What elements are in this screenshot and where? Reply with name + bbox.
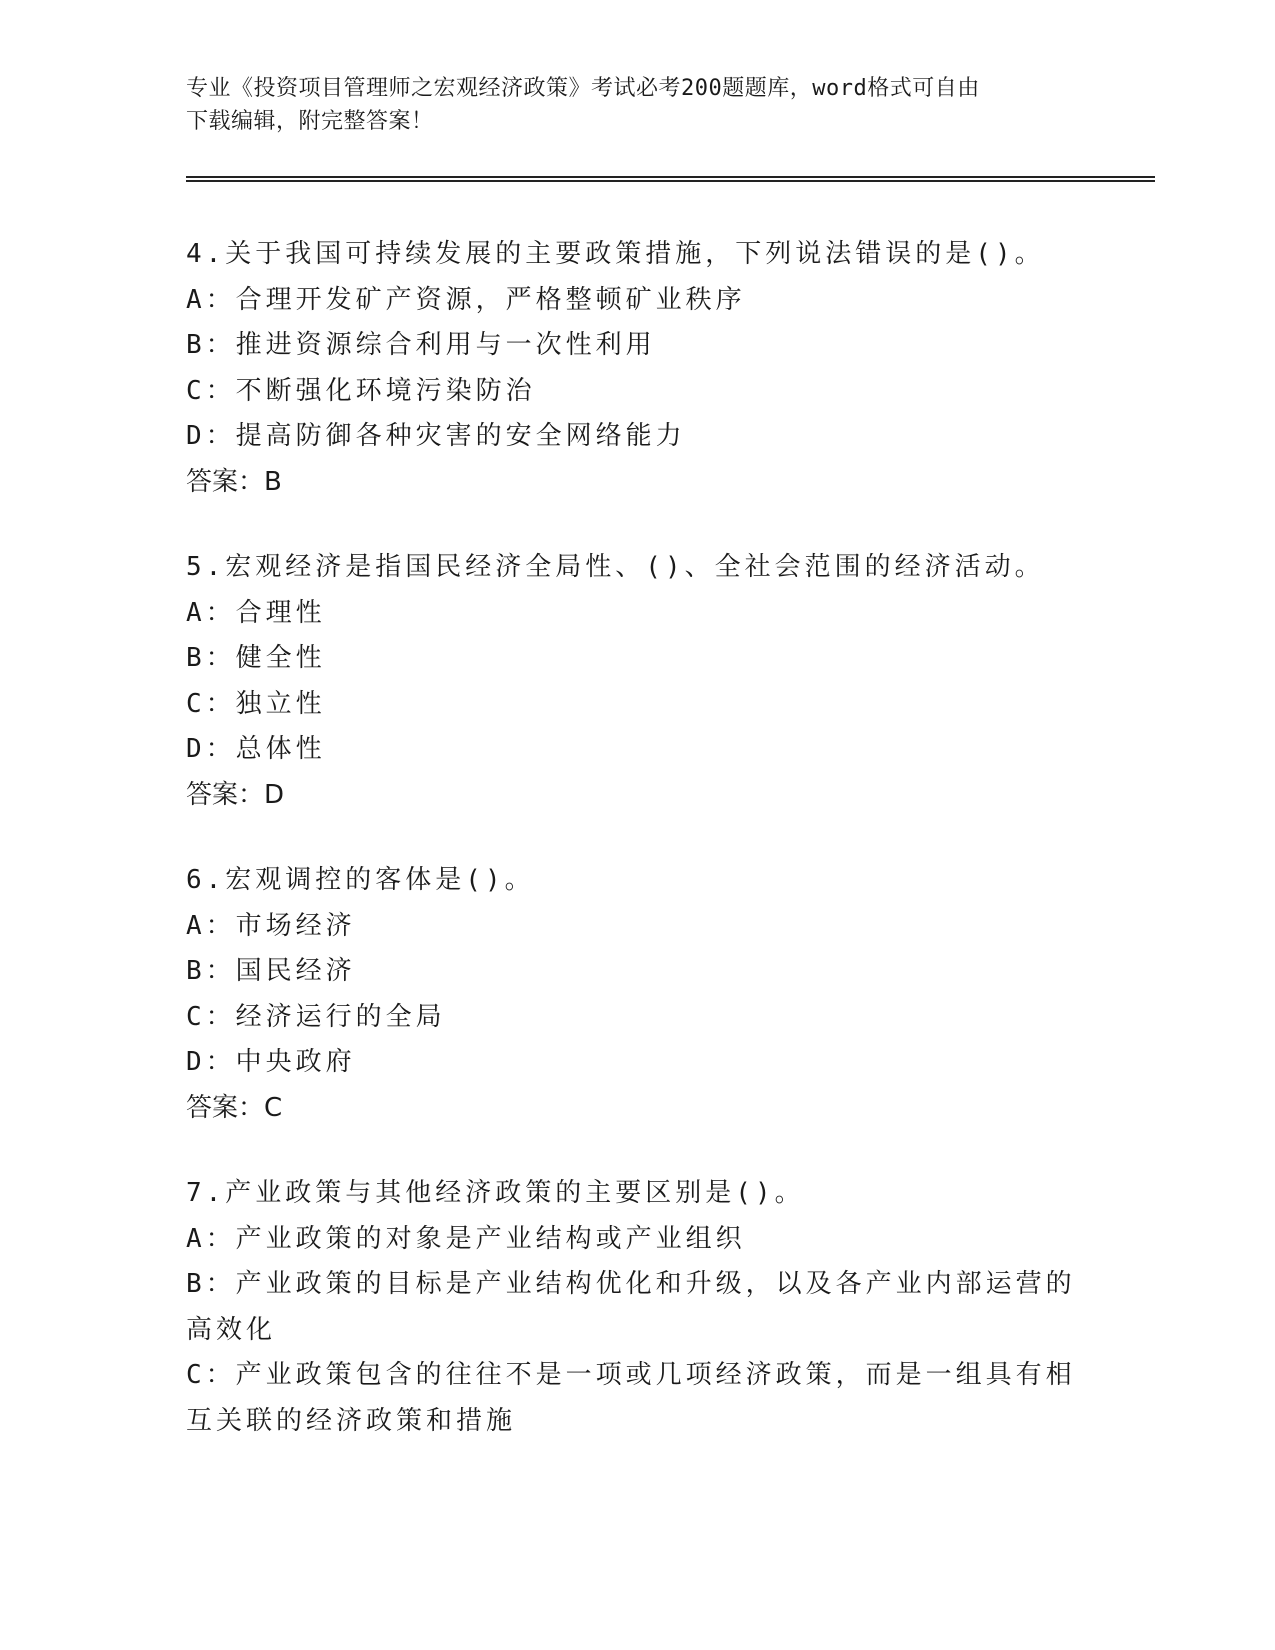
document-header xyxy=(186,72,1086,138)
answer-line: 答案：B xyxy=(186,466,282,497)
question-list xyxy=(186,232,1086,1484)
option-d: D：中央政府 xyxy=(186,1047,356,1077)
question-stem: 7.产业政策与其他经济政策的主要区别是()。 xyxy=(186,1178,805,1208)
option-d: D：提高防御各种灾害的安全网络能力 xyxy=(186,421,686,451)
header-line-1: 专业《投资项目管理师之宏观经济政策》考试必考200题题库，word格式可自由 xyxy=(186,76,980,101)
option-b: B：产业政策的目标是产业结构优化和升级，以及各产业内部运营的高效化 xyxy=(186,1269,1076,1345)
option-b: B：推进资源综合利用与一次性利用 xyxy=(186,330,656,360)
question-5 xyxy=(186,545,1086,818)
answer-line: 答案：C xyxy=(186,1092,283,1123)
question-stem: 5.宏观经济是指国民经济全局性、()、全社会范围的经济活动。 xyxy=(186,552,1045,582)
question-stem: 4.关于我国可持续发展的主要政策措施，下列说法错误的是()。 xyxy=(186,239,1045,269)
header-double-rule xyxy=(186,176,1155,182)
option-a: A：产业政策的对象是产业结构或产业组织 xyxy=(186,1223,746,1254)
option-c: C：产业政策包含的往往不是一项或几项经济政策，而是一组具有相互关联的经济政策和措施 xyxy=(186,1360,1076,1436)
question-4 xyxy=(186,232,1086,505)
question-7 xyxy=(186,1171,1086,1444)
option-b: B：国民经济 xyxy=(186,956,356,986)
option-c: C：经济运行的全局 xyxy=(186,1001,446,1032)
question-6 xyxy=(186,858,1086,1131)
question-stem: 6.宏观调控的客体是()。 xyxy=(186,865,535,895)
option-d: D：总体性 xyxy=(186,734,326,764)
option-b: B：健全性 xyxy=(186,643,326,673)
header-line-2: 下载编辑，附完整答案！ xyxy=(186,109,434,134)
option-a: A：合理性 xyxy=(186,597,326,628)
option-c: C：独立性 xyxy=(186,688,326,719)
option-c: C：不断强化环境污染防治 xyxy=(186,375,536,406)
option-a: A：合理开发矿产资源，严格整顿矿业秩序 xyxy=(186,284,746,315)
option-a: A：市场经济 xyxy=(186,910,356,941)
answer-line: 答案：D xyxy=(186,779,285,810)
